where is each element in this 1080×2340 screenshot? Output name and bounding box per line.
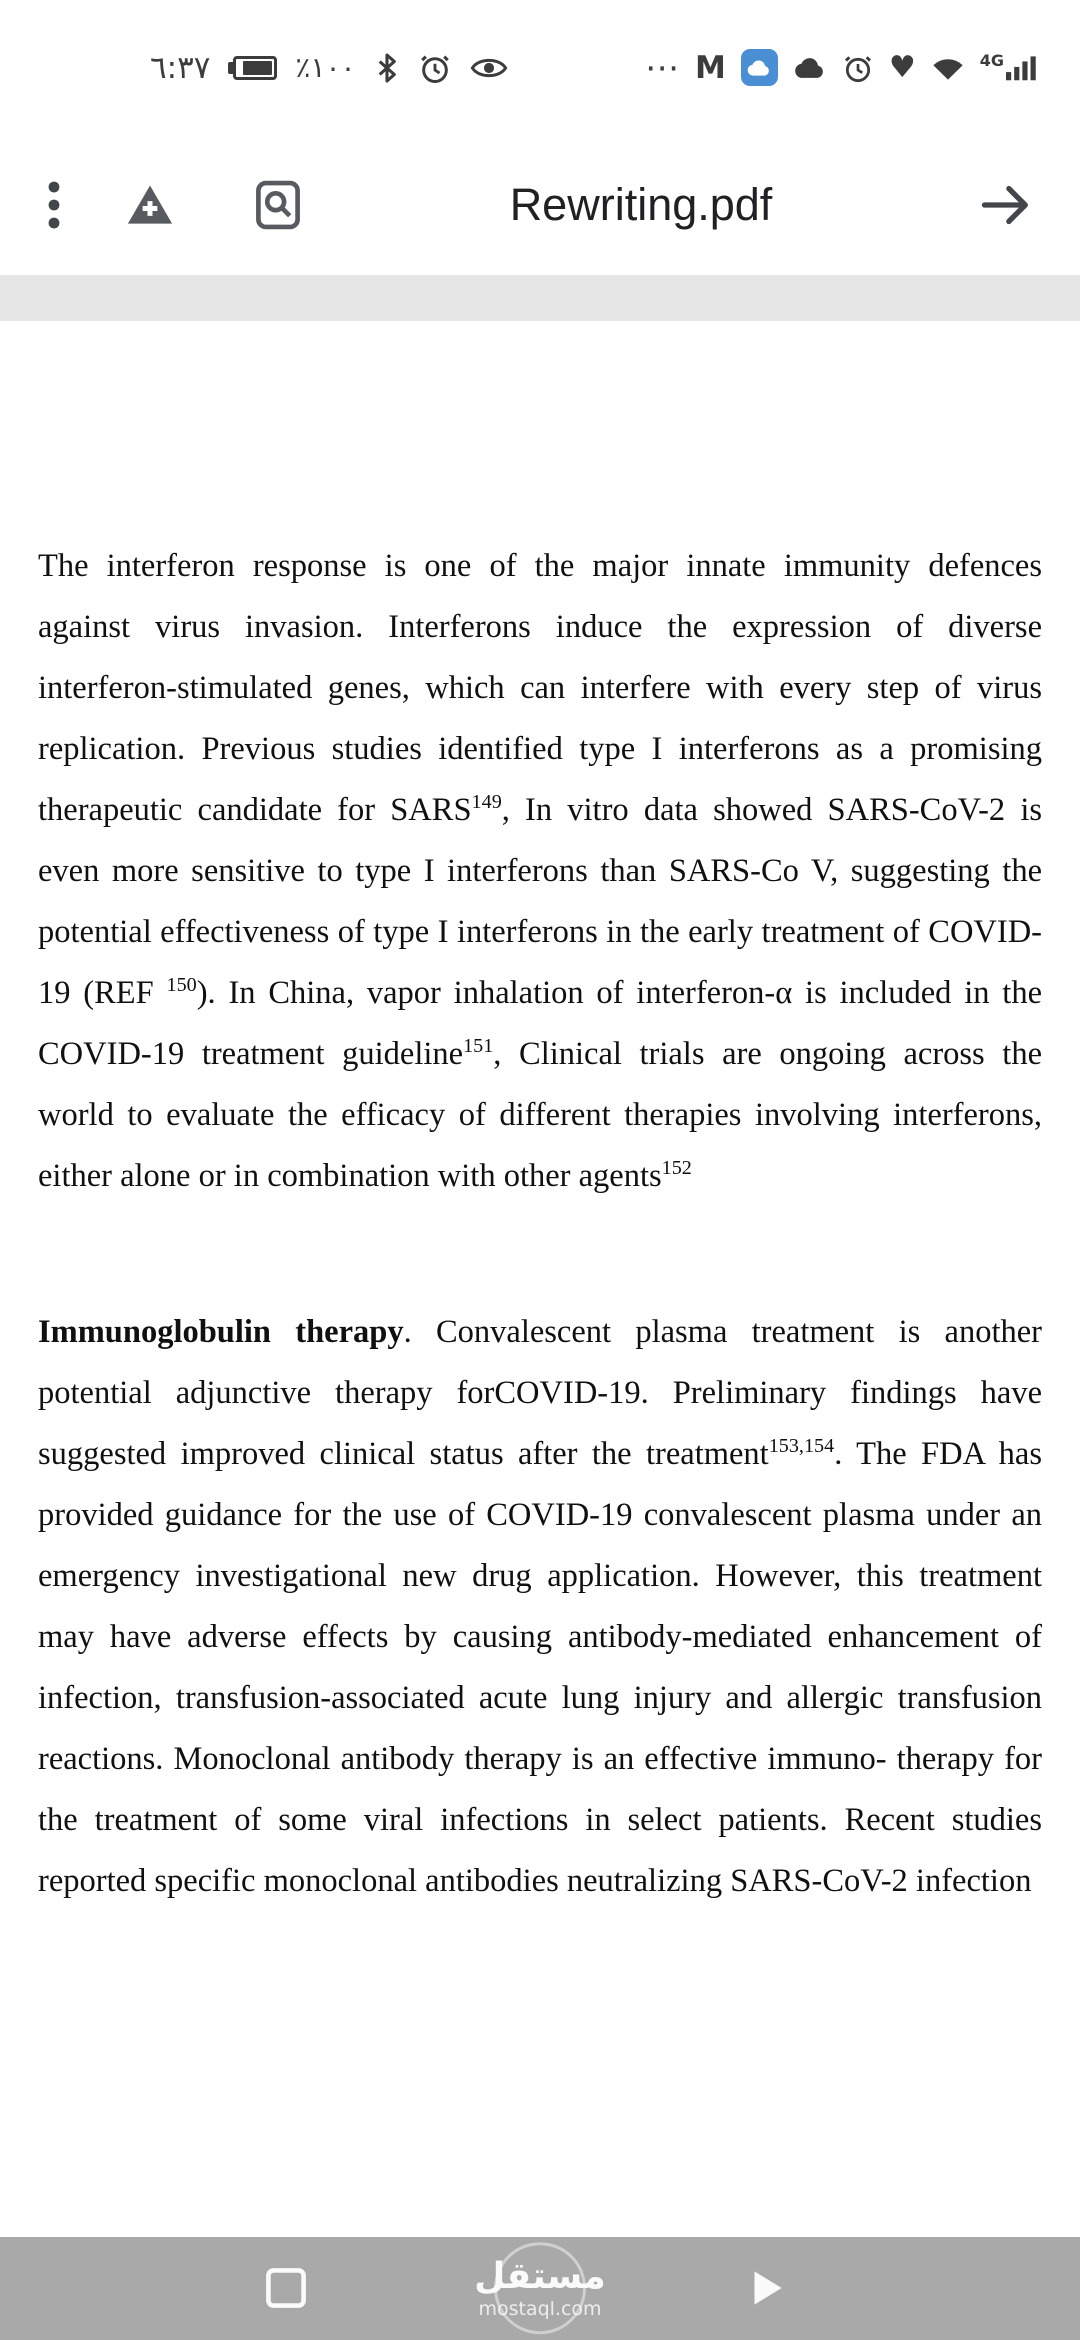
overflow-menu-icon[interactable] xyxy=(46,179,62,231)
toolbar-title-wrap xyxy=(316,179,966,231)
pdf-document-page[interactable] xyxy=(0,321,1080,2237)
eye-icon xyxy=(470,55,508,81)
wifi-icon xyxy=(931,55,965,81)
page-title: Rewriting.pdf xyxy=(509,179,773,230)
add-to-drive-icon[interactable] xyxy=(122,179,178,231)
android-navigation-bar xyxy=(0,2237,1080,2340)
status-bar-right xyxy=(645,49,1036,86)
cloud-app-icon xyxy=(741,49,778,86)
watermark-title: مستقل xyxy=(474,2255,606,2297)
document-paragraphs xyxy=(38,536,1042,1912)
network-label: 4G xyxy=(979,50,1004,70)
weather-cloud-icon xyxy=(793,56,827,80)
heart-icon: ♥ xyxy=(888,49,916,85)
paragraph: Immunoglobulin therapy. Convalescent plasma treatment is another potential adjunctive therapy forCOVID-19. Preliminary findings have suggested improved clinical status after the treatment$^{153,154}$. The FDA has provided guidance for the use of COVID-19 convalescent plasma under an emergency investigational new drug application. However, this treatment may have adverse effects by causing antibody-mediated enhancement of infection, transfusion-associated acute lung injury and allergic transfusion reactions. Monoclonal antibody therapy is an effective immuno- therapy for the treatment of some viral infections in select patients. Recent studies reported specific monoclonal antibodies neutralizing SARS-CoV-2 infection xyxy=(38,1314,1042,1899)
battery-body xyxy=(233,56,277,80)
status-time: ٦:٣٧ xyxy=(150,49,211,86)
bluetooth-icon xyxy=(374,51,400,85)
alarm-icon xyxy=(418,51,452,85)
recents-icon[interactable] xyxy=(262,2264,310,2312)
pdf-viewer-toolbar xyxy=(0,135,1080,275)
watermark xyxy=(430,2257,650,2321)
paragraph: The interferon response is one of the major innate immunity defences against virus invasion. Interferons induce the expression of diverse interferon-stimulated genes, which can interfere with every step of virus replication. Previous studies identified type I interferons as a promising therapeutic candidate for SARS$^{149}$, In vitro data showed SARS-CoV-2 is even more sensitive to type I interferons than SARS-Co V, suggesting the potential effectiveness of type I interferons in the early treatment of COVID-19 (REF $^{150}$). In China, vapor inhalation of interferon-α is included in the COVID-19 treatment guideline$^{151}$, Clinical trials are ongoing across the world to evaluate the efficacy of different therapies involving interferons, either alone or in combination with other agents$^{152}$ xyxy=(38,548,1042,1194)
page-gap-divider xyxy=(0,275,1080,321)
watermark-subtitle: mostaql.com xyxy=(478,2298,602,2321)
more-notifications-icon: ⋯ xyxy=(644,47,680,88)
signal-icon xyxy=(979,50,1036,81)
gmail-icon: M xyxy=(694,49,726,86)
battery-percent: ٪١٠٠ xyxy=(295,51,356,84)
battery-icon xyxy=(228,56,277,80)
forward-arrow-icon[interactable] xyxy=(976,176,1034,234)
status-bar xyxy=(0,0,1080,135)
find-in-page-icon[interactable] xyxy=(250,177,306,233)
status-bar-left xyxy=(150,50,508,86)
clock-icon xyxy=(842,52,874,84)
back-icon[interactable] xyxy=(742,2263,792,2313)
